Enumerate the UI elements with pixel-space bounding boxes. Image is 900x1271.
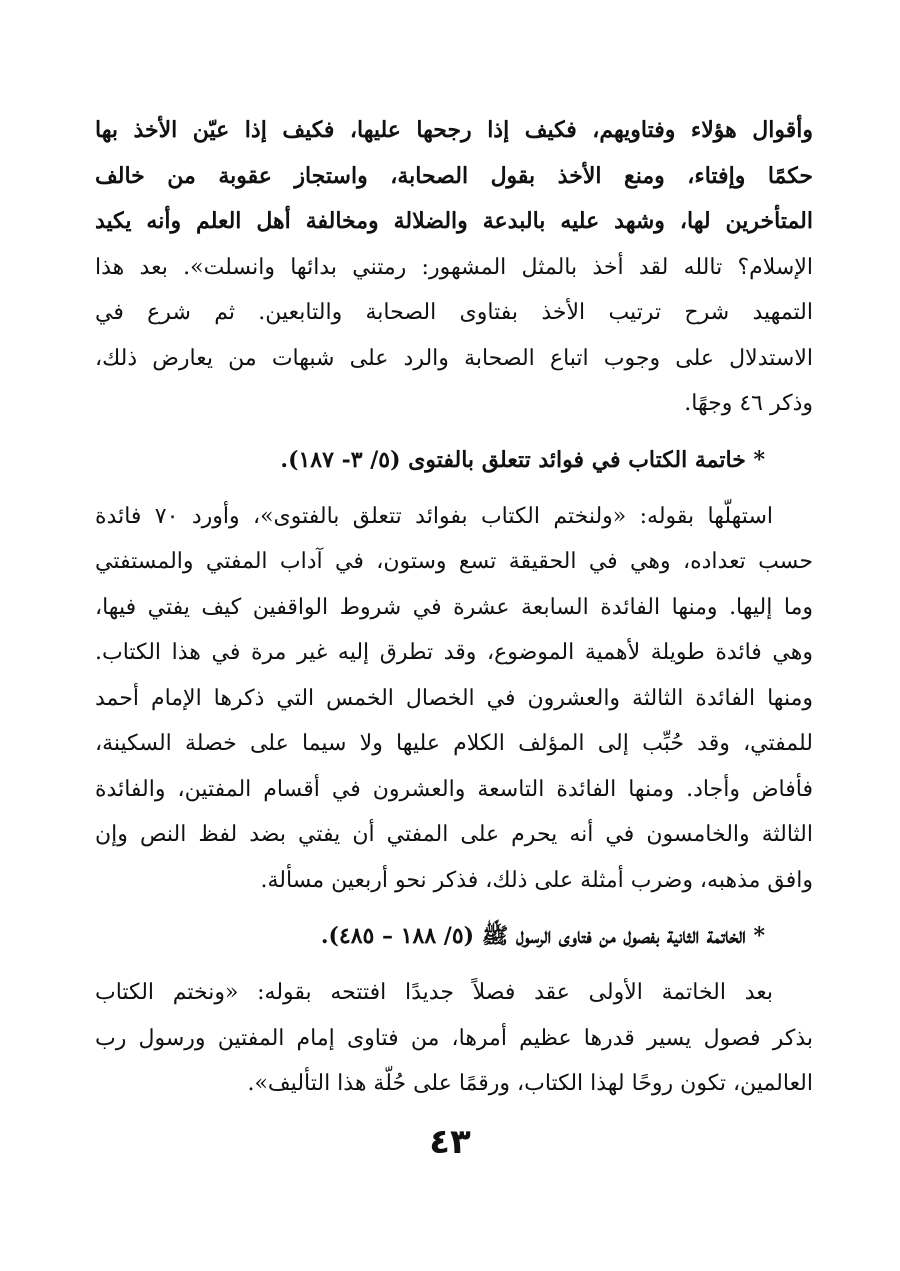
paragraph-2-line: وهي فائدة طويلة لأهمية الموضوع، وقد تطرق إليه غير مرة في هذا الكتاب. xyxy=(95,640,813,665)
paragraph-1-line: وذكر ٤٦ وجهًا. xyxy=(684,391,813,416)
paragraph-2-line: للمفتي، وقد حُبِّب إلى المؤلف الكلام عليها ولا سيما على خصلة السكينة، xyxy=(95,731,813,756)
paragraph-3-line: بذكر فصول يسير قدرها عظيم أمرها، من فتاوى إمام المفتين ورسول رب xyxy=(95,1025,813,1051)
paragraph-2 xyxy=(95,494,813,904)
paragraph-3-line: بعد الخاتمة الأولى عقد فصلاً جديدًا افتتحه بقوله: «ونختم الكتاب xyxy=(95,980,773,1005)
paragraph-3-line: العالمين، تكون روحًا لهذا الكتاب، ورقمًا على حُلّة هذا التأليف». xyxy=(247,1071,813,1096)
paragraph-1-line: الإسلام؟ تالله لقد أخذ بالمثل المشهور: رمتني بدائها وانسلت». بعد هذا xyxy=(95,254,813,280)
paragraph-1-line: المتأخرين لها، وشهد عليه بالبدعة والضلالة ومخالفة أهل العلم وأنه يكيد xyxy=(95,208,813,234)
paragraph-2-line: استهلّها بقوله: «ولنختم الكتاب بفوائد تتعلق بالفتوى»، وأورد ٧٠ فائدة xyxy=(95,503,773,529)
page-number: ٤٣ xyxy=(429,1122,471,1162)
paragraph-2-line: حسب تعداده، وهي في الحقيقة تسع وستون، في آداب المفتي والمستفتي xyxy=(95,549,813,574)
paragraph-2-line: وافق مذهبه، وضرب أمثلة على ذلك، فذكر نحو أربعين مسألة. xyxy=(260,867,813,893)
paragraph-1-line: وأقوال هؤلاء وفتاويهم، فكيف إذا رجحها عليها، فكيف إذا عيّن الأخذ بها xyxy=(95,117,813,143)
paragraph-2-line: ومنها الفائدة الثالثة والعشرون في الخصال الخمس التي ذكرها الإمام أحمد xyxy=(95,685,813,711)
paragraph-1-line: حكمًا وإفتاء، ومنع الأخذ بقول الصحابة، واستجاز عقوبة من خالف xyxy=(95,162,813,189)
paragraph-1-line: الاستدلال على وجوب اتباع الصحابة والرد على شبهات من يعارض ذلك، xyxy=(95,345,813,371)
paragraph-1-line: التمهيد شرح ترتيب الأخذ بفتاوى الصحابة والتابعين. ثم شرع في xyxy=(95,300,813,325)
section-heading-closing: * خاتمة الكتاب في فوائد تتعلق بالفتوى (٥/ ٣- ١٨٧). xyxy=(280,446,765,473)
paragraph-2-line: وما إليها. ومنها الفائدة السابعة عشرة في شروط الواقفين كيف يفتي فيها، xyxy=(95,594,813,620)
paragraph-2-line: فأفاض وأجاد. ومنها الفائدة التاسعة والعشرون في أقسام المفتين، والفائدة xyxy=(95,776,813,802)
page-body xyxy=(95,108,813,1107)
paragraph-2-line: الثالثة والخامسون في أنه يحرم على المفتي أن يفتي بضد لفظ النص وإن xyxy=(95,822,813,847)
paragraph-3 xyxy=(95,970,813,1107)
section-heading-second-closing: * الخاتمة الثانية بفصول من فتاوى الرسول ﷺ (٥/ ١٨٨ – ٤٨٥). xyxy=(320,923,765,949)
paragraph-1 xyxy=(95,108,813,427)
